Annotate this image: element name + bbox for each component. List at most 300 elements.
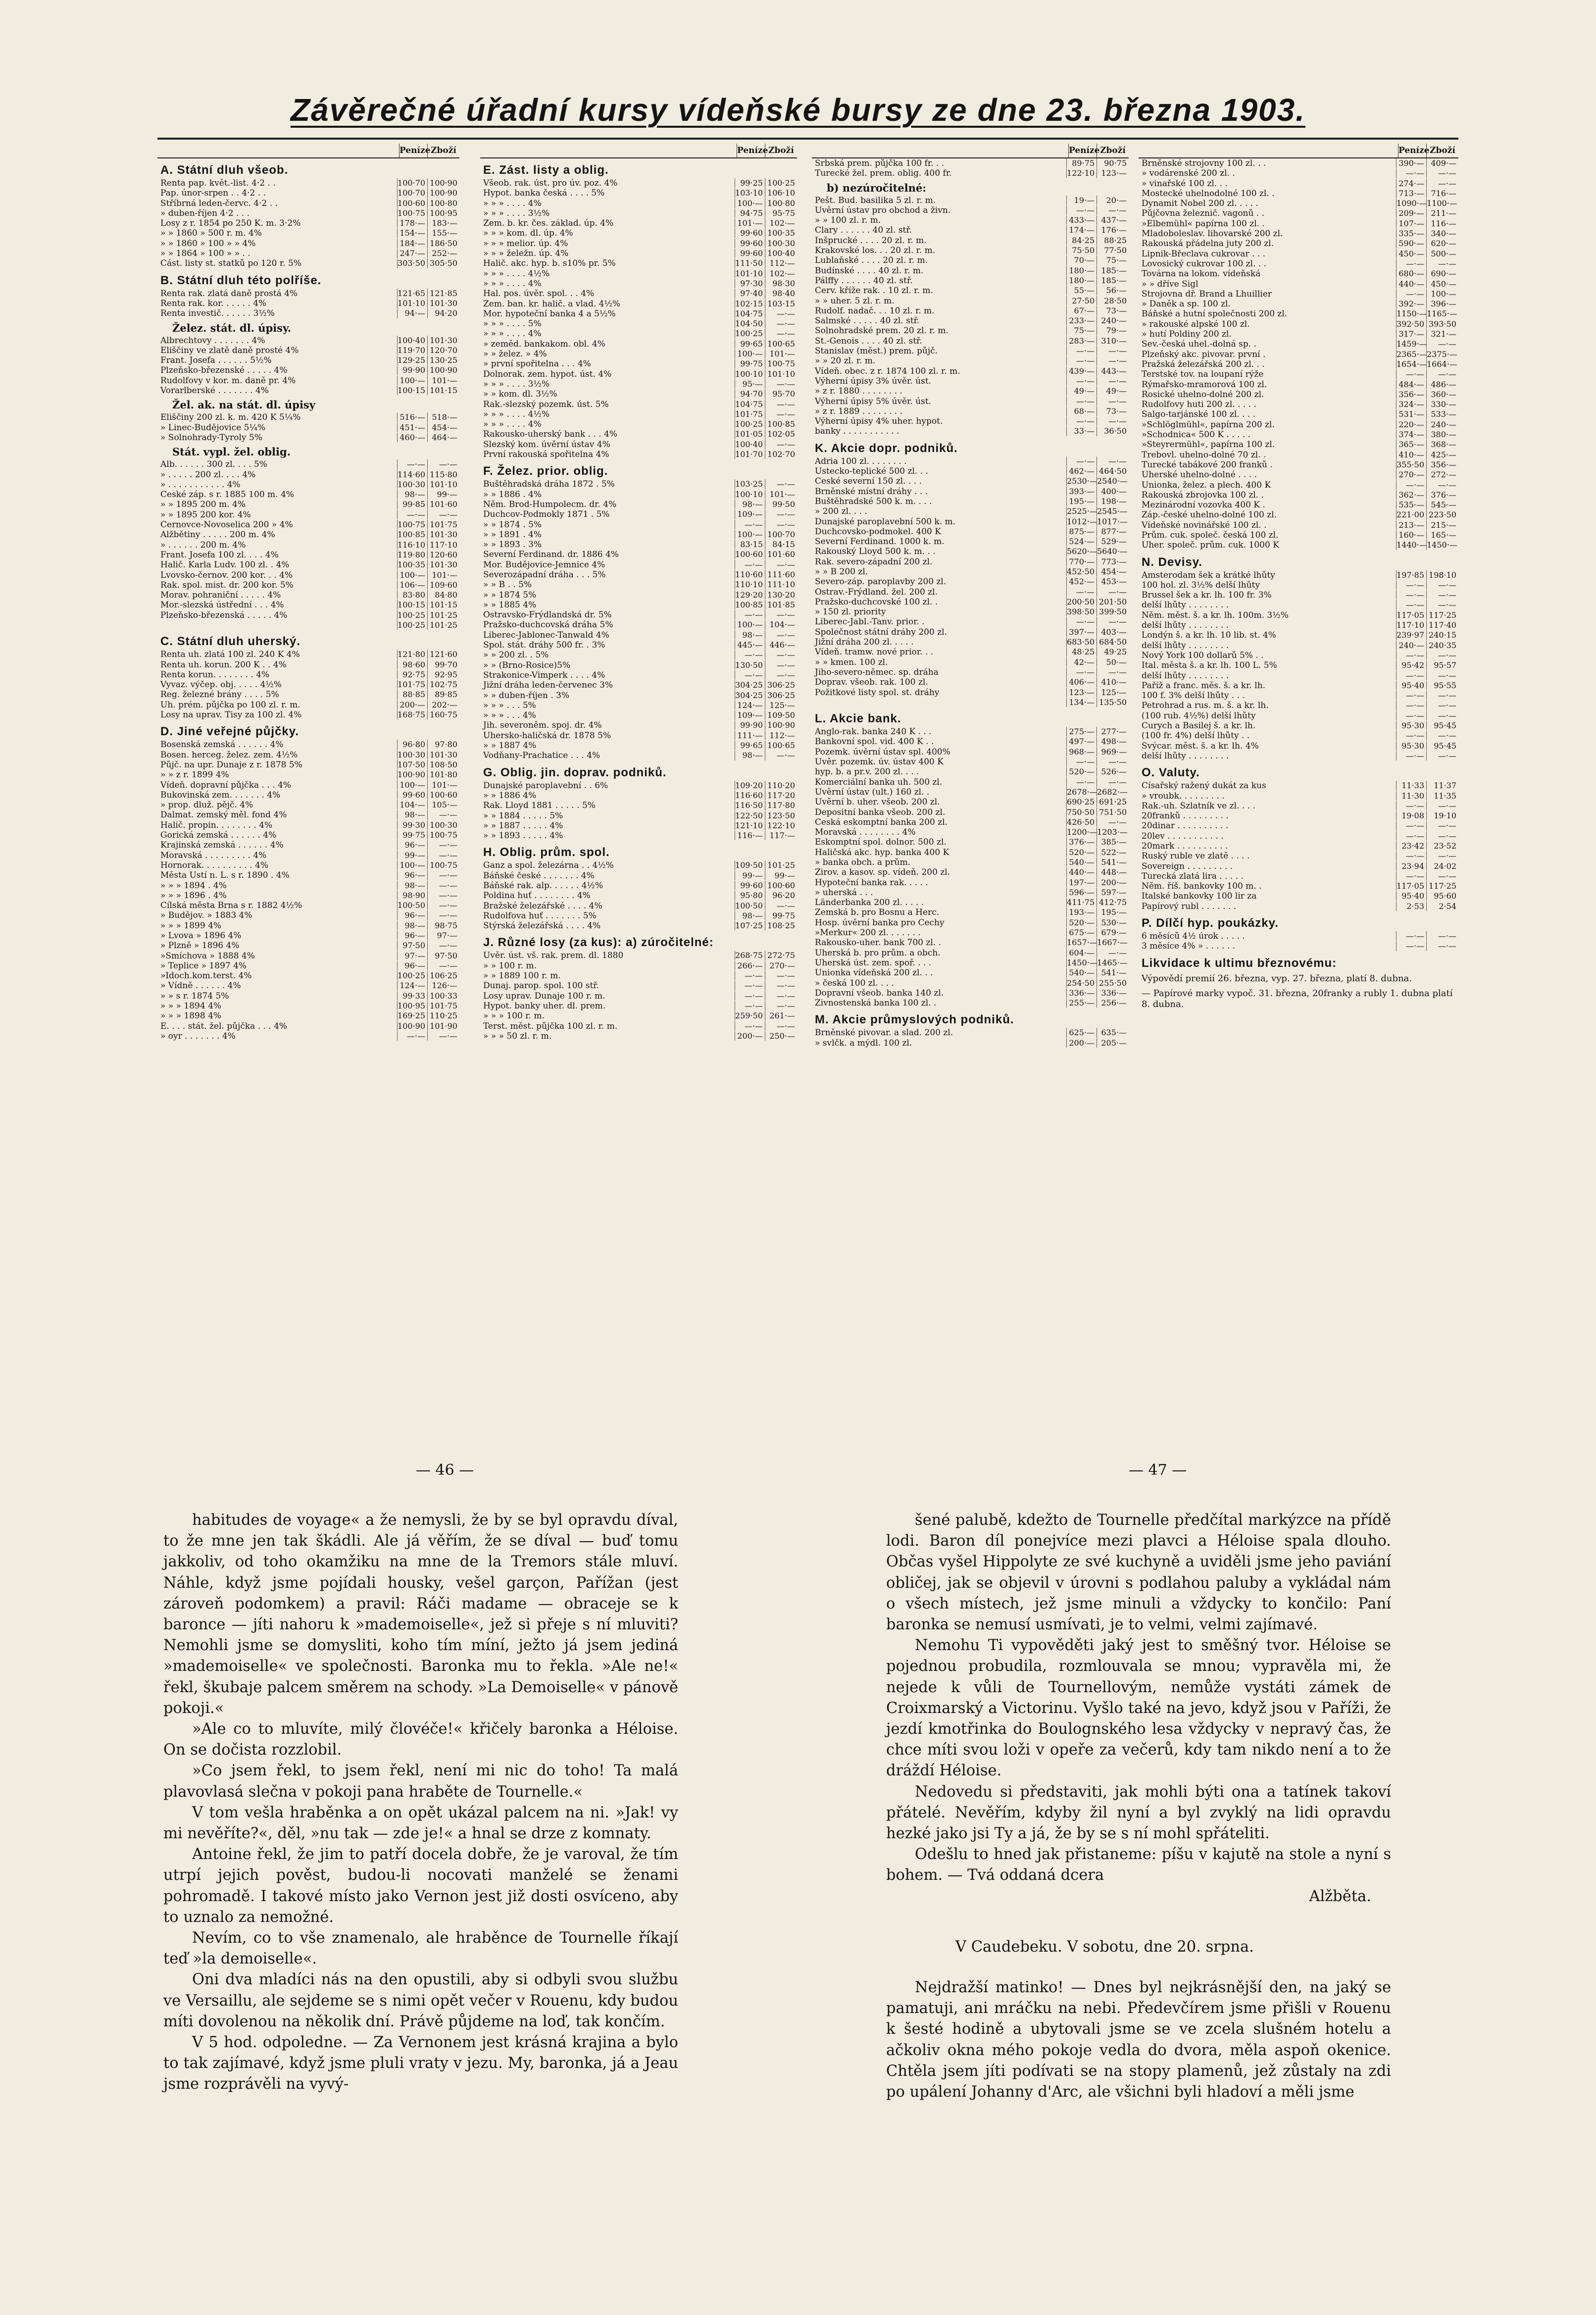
price-penize: —·— — [1396, 701, 1426, 710]
price-zbozi: 155·— — [427, 228, 459, 238]
price-penize: 99·— — [397, 851, 427, 860]
price-penize: 109·— — [735, 509, 765, 519]
security-name: » » 1886 4% — [483, 791, 537, 801]
table-row — [812, 807, 1129, 817]
table-row — [157, 346, 459, 355]
price-penize: 99·25 — [735, 178, 765, 188]
table-row — [812, 276, 1129, 286]
price-penize: 130·50 — [735, 660, 765, 670]
security-name: Stříbrná leden-červc. 4·2 . . — [160, 199, 278, 208]
table-row — [812, 158, 1129, 168]
price-zbozi: —·— — [1097, 346, 1129, 355]
security-name: Eskomptní spol. dolnor. 500 zl. — [815, 838, 947, 848]
security-name: Paříž a franc. měs. š. a kr. lh. — [1142, 681, 1266, 691]
table-row — [1139, 641, 1458, 651]
price-zbozi: —·— — [427, 910, 459, 920]
table-row — [1139, 219, 1458, 229]
security-name: » 200 zl. . . . — [815, 507, 867, 517]
security-name: Hosp. úvěrní banka pro Čechy — [815, 918, 945, 928]
table-row — [480, 670, 797, 680]
price-penize: 70·— — [1066, 255, 1097, 265]
price-zbozi: 215·— — [1426, 520, 1458, 530]
column-header — [157, 144, 459, 158]
security-name: » » » . . . . 5% — [483, 319, 542, 329]
price-zbozi: 95·57 — [1426, 660, 1458, 670]
price-zbozi: 969·— — [1097, 747, 1129, 756]
table-row — [480, 1011, 797, 1021]
table-row — [812, 196, 1129, 205]
table-row — [812, 296, 1129, 306]
table-row — [157, 891, 459, 901]
price-penize: —·— — [735, 1021, 765, 1031]
price-zbozi: —·— — [1426, 580, 1458, 590]
table-row — [1139, 520, 1458, 530]
price-penize: 100·85 — [735, 600, 765, 609]
security-name: » » 1874 . 5% — [483, 520, 542, 530]
table-row — [812, 386, 1129, 396]
price-penize: —·— — [1396, 931, 1426, 941]
table-row — [480, 299, 797, 309]
security-name: Půjčovna železnič. vagonů . . — [1142, 209, 1265, 219]
price-zbozi: 277·— — [1097, 727, 1129, 736]
security-name: E. . . . stát. žel. půjčka . . . 4% — [160, 1021, 288, 1031]
table-row — [157, 560, 459, 570]
price-zbozi: 95·70 — [765, 389, 797, 399]
price-penize: 213·— — [1396, 520, 1426, 530]
price-penize: 95·40 — [1396, 681, 1426, 690]
security-name: Petrohrad a rus. m. š. a kr. lh. — [1142, 701, 1269, 711]
table-row — [480, 590, 797, 600]
price-zbozi: 115·80 — [427, 470, 459, 479]
section-heading: C. Státní dluh uherský. — [160, 635, 301, 649]
price-zbozi: —·— — [1426, 691, 1458, 700]
price-penize: 121·10 — [735, 821, 765, 830]
security-name: » » 1884 . . . . . 5% — [483, 811, 563, 821]
price-zbozi: —·— — [1426, 168, 1458, 178]
security-name: » » 1885 4% — [483, 600, 537, 610]
table-row — [1139, 871, 1458, 881]
price-penize: 524·— — [1066, 537, 1097, 546]
price-penize: —·— — [1396, 871, 1426, 881]
price-zbozi: 1450·— — [1426, 540, 1458, 550]
table-row — [157, 239, 459, 249]
table-row — [480, 540, 797, 550]
security-name: Rak.-uh. Šzlatník ve zl. . . . — [1142, 801, 1255, 811]
price-zbozi: —·— — [1097, 397, 1129, 406]
table-row — [1139, 610, 1458, 620]
price-penize: 19·— — [1066, 196, 1097, 205]
price-zbozi: 99·75 — [765, 911, 797, 920]
table-row — [480, 440, 797, 450]
price-zbozi: 486·— — [1426, 380, 1458, 389]
security-name: Jižní dráha 200 zl. . . . . — [815, 638, 914, 648]
security-name: Dolnorak. zem. hypot. úst. 4% — [483, 369, 612, 379]
security-name: Srbská prem. půjčka 100 fr. . . — [815, 159, 945, 168]
security-name: Doprav. všeob. rak. 100 zl. — [815, 678, 928, 688]
security-name: Liberec-Jablonec-Tanwald 4% — [483, 630, 609, 640]
table-row — [1139, 380, 1458, 390]
price-zbozi: 19·10 — [1426, 811, 1458, 820]
price-zbozi: —·— — [765, 400, 797, 409]
price-penize: 197·85 — [1396, 570, 1426, 580]
security-name: » prop. dluž. pějč. 4% — [160, 801, 253, 810]
table-row — [480, 269, 797, 279]
security-name: Rakousko-uher. bank 700 zl. . — [815, 938, 941, 948]
note: — Papírové marky vypoč. 31. března, 20franky a rubly 1. dubna platí 8. dubna. — [1142, 988, 1453, 1009]
table-row — [157, 308, 459, 318]
table-row — [1139, 600, 1458, 610]
table-row — [480, 560, 797, 570]
security-name: Vídeňské novinářské 100 zl. . — [1142, 520, 1267, 530]
security-name: Černovce-Novoselica 200 » 4% — [160, 520, 293, 530]
security-name: delší lhůty . . . . . . . . — [1142, 671, 1229, 681]
table-row — [157, 660, 459, 670]
price-zbozi: 100·35 — [765, 228, 797, 238]
table-row — [157, 600, 459, 610]
table-row — [157, 921, 459, 931]
price-zbozi: 620·— — [1426, 239, 1458, 248]
table-row — [812, 657, 1129, 667]
security-name: Báňské rak. alp. . . . . . 4½% — [483, 881, 603, 891]
table-row — [812, 958, 1129, 968]
table-row — [480, 991, 797, 1001]
price-zbozi: 185·— — [1097, 276, 1129, 285]
price-penize: 374·— — [1396, 430, 1426, 439]
security-name: » Solnohrady-Tyroly 5% — [160, 433, 262, 443]
table-row — [812, 577, 1129, 587]
price-zbozi: 380·— — [1426, 430, 1458, 439]
security-name: Bražské železářské . . . . 4% — [483, 901, 602, 911]
table-row — [157, 680, 459, 690]
price-zbozi: 130·20 — [765, 590, 797, 600]
table-row — [157, 951, 459, 961]
price-penize: —·— — [1066, 587, 1097, 597]
price-penize: 397·— — [1066, 627, 1097, 637]
price-zbozi: —·— — [1097, 757, 1129, 766]
price-zbozi: 88·25 — [1097, 236, 1129, 245]
price-penize: 100·— — [397, 780, 427, 790]
security-name: Brněnské strojovny 100 zl. . . — [1142, 159, 1266, 168]
table-row — [480, 751, 797, 760]
security-name: »Schodnica« 500 K . . . . . — [1142, 430, 1251, 440]
price-penize: 392·— — [1396, 299, 1426, 308]
price-penize: 100·25 — [397, 971, 427, 980]
price-zbozi: 340·— — [1426, 229, 1458, 238]
table-row — [1139, 660, 1458, 670]
price-zbozi: 117·25 — [1426, 881, 1458, 891]
price-zbozi: 101·75 — [427, 1001, 459, 1010]
price-penize: 95·40 — [1396, 891, 1426, 901]
price-penize: 83·80 — [397, 590, 427, 600]
paragraph: Nedovedu si představiti, jak mohli býti ona a tatínek takoví přátelé. Nevěřím, kdyby žil nyní a byl zvyklý na lidi opravdu hezké jako jsi Ty a já, že by se s ní mohl spřáteliti. — [886, 1783, 1391, 1843]
table-row — [480, 961, 797, 971]
price-penize: 5620·— — [1067, 547, 1097, 556]
price-penize: 365·— — [1396, 440, 1426, 449]
price-zbozi: 109·60 — [427, 580, 459, 590]
price-zbozi: 11·37 — [1426, 781, 1458, 790]
price-zbozi: 104·— — [765, 620, 797, 629]
price-zbozi: 79·— — [1097, 326, 1129, 335]
price-penize: 101·70 — [735, 450, 765, 459]
paragraph: Antoine řekl, že jim to patří docela dobře, že je varoval, že tím utrpí jejich pověst, budou-li nocovati manželé se ženami pohromadě. I takové místo jako Vernon jest již dosti osvíceno, aby to uznalo za nemožné. — [163, 1846, 678, 1926]
price-penize: 97·30 — [735, 279, 765, 288]
security-name: Uherské uhelno-dolné . . . . — [1142, 470, 1257, 480]
price-zbozi: 101·25 — [765, 860, 797, 870]
price-penize: 254·50 — [1066, 978, 1097, 988]
price-zbozi: 250·— — [765, 1031, 797, 1041]
table-row — [480, 701, 797, 710]
paragraph: »Ale co to mluvíte, milý človéče!« křičely baronka a Héloise. On se dočista rozzlobil. — [163, 1720, 678, 1759]
price-penize: 100·90 — [397, 1021, 427, 1031]
security-name: » . . . . . 200 zl. . . . 4% — [160, 470, 256, 480]
security-name: » » B 200 zl. — [815, 567, 868, 577]
table-row — [812, 677, 1129, 687]
market-column-2 — [480, 144, 797, 1424]
price-zbozi: 2375·— — [1426, 350, 1458, 359]
table-row — [480, 720, 797, 730]
security-name: Úvěr. pozemk. úv. ústav 400 K — [815, 757, 944, 767]
paragraph: V tom vešla hraběnka a on opět ukázal palcem na ni. »Jak! vy mi nevěříte?«, děl, »nu tak — zde je!« a hnal se drze z komnaty. — [163, 1804, 678, 1843]
table-row — [1139, 490, 1458, 500]
table-row — [1139, 289, 1458, 299]
security-name: Něm. Brod-Humpolecm. dr. 4% — [483, 500, 617, 509]
price-zbozi: 360·— — [1426, 390, 1458, 399]
security-name: Losy z r. 1854 po 250 K. m. 3·2% — [160, 219, 301, 229]
security-name: Severozápadní dráha . . . 5% — [483, 570, 606, 580]
security-name: » » » . . . . 4% — [483, 199, 542, 208]
page-number-right: — 47 — — [1129, 1461, 1187, 1479]
price-zbozi: 109·50 — [765, 710, 797, 720]
price-penize: 100·75 — [397, 208, 427, 218]
table-row — [480, 881, 797, 891]
price-penize: —·— — [735, 1001, 765, 1010]
column-header — [1139, 144, 1458, 158]
table-row — [812, 667, 1129, 677]
table-row — [480, 620, 797, 630]
price-zbozi: 110·20 — [765, 781, 797, 790]
price-penize: 117·10 — [1396, 620, 1426, 630]
price-zbozi: 450·— — [1426, 279, 1458, 289]
price-penize: 98·— — [397, 881, 427, 890]
table-row — [480, 981, 797, 991]
table-row — [157, 750, 459, 760]
price-penize: —·— — [1396, 691, 1426, 700]
price-penize: 117·05 — [1396, 610, 1426, 620]
price-zbozi: —·— — [1097, 456, 1129, 466]
security-name: » oyr . . . . . . . 4% — [160, 1031, 236, 1041]
price-zbozi: —·— — [1426, 931, 1458, 941]
table-row — [157, 218, 459, 228]
table-row — [812, 336, 1129, 346]
table-row — [157, 941, 459, 951]
price-penize: 304·25 — [735, 680, 765, 690]
price-zbozi: 186·50 — [427, 239, 459, 248]
price-zbozi: 100·75 — [427, 860, 459, 870]
security-name: Budínské . . . . 40 zl. r. m. — [815, 266, 924, 276]
table-row — [812, 747, 1129, 757]
security-name: » » 200 zl. . 5% — [483, 651, 549, 660]
price-zbozi: —·— — [765, 650, 797, 659]
price-penize: 99·60 — [735, 249, 765, 258]
security-name: Zem. b. kr. čes. základ. úp. 4% — [483, 219, 614, 229]
price-penize: 104·— — [397, 800, 427, 809]
security-name: Mor. Budějovice-Jemnice 4% — [483, 560, 605, 570]
section-heading: D. Jiné veřejné půjčky. — [160, 725, 299, 739]
price-penize: 392·50 — [1396, 319, 1426, 329]
price-penize: 97·40 — [735, 289, 765, 298]
price-penize: 268·75 — [735, 951, 765, 960]
security-name: Renta uh. zlatá 100 zl. 240 K 4% — [160, 650, 300, 660]
price-zbozi: 117·80 — [765, 801, 797, 810]
price-zbozi: 94·20 — [427, 308, 459, 318]
price-penize: —·— — [735, 560, 765, 569]
price-penize: 98·— — [397, 490, 427, 499]
table-row — [157, 336, 459, 346]
price-penize: 303·50 — [397, 258, 427, 268]
security-name: » Plzně » 1896 4% — [160, 941, 240, 951]
security-name: Terstské tov. na loupaní rýže — [1142, 370, 1264, 380]
price-zbozi: 100·90 — [427, 178, 459, 188]
table-row — [480, 831, 797, 841]
security-name: hyp. b. a pr.v. 200 zl. . . . — [815, 767, 919, 777]
price-penize: 98·— — [735, 630, 765, 640]
price-penize: 193·— — [1066, 907, 1097, 917]
price-penize: 98·— — [735, 751, 765, 760]
table-row — [1139, 269, 1458, 279]
price-penize: 134·— — [1066, 698, 1097, 707]
price-penize: 100·10 — [735, 369, 765, 379]
price-zbozi: 95·55 — [1426, 681, 1458, 690]
table-row — [480, 429, 797, 439]
price-zbozi: —·— — [1426, 179, 1458, 188]
price-zbozi: 49·— — [1097, 386, 1129, 396]
price-zbozi: —·— — [427, 810, 459, 819]
price-zbozi: 90·75 — [1097, 158, 1129, 168]
price-penize: —·— — [1066, 667, 1097, 677]
table-row — [812, 978, 1129, 988]
table-row — [157, 208, 459, 218]
table-row — [480, 901, 797, 911]
security-name: Výherní úpisy 5% úvěr. úst. — [815, 397, 932, 406]
table-row — [812, 907, 1129, 917]
price-penize: 200·50 — [1066, 597, 1097, 606]
price-penize: —·— — [1066, 376, 1097, 386]
table-row — [480, 509, 797, 519]
security-name: » . . . . . . . . . . . 4% — [160, 480, 241, 490]
price-penize: 750·50 — [1066, 807, 1097, 817]
security-name: » » » kom. dl. úp. 4% — [483, 229, 573, 239]
price-zbozi: 77·50 — [1097, 246, 1129, 255]
price-zbozi: 101·25 — [427, 620, 459, 630]
price-penize: 100·40 — [735, 440, 765, 449]
table-row — [812, 968, 1129, 978]
security-name: Strakonice-Vimperk . . . . 4% — [483, 670, 605, 680]
price-zbozi: 102·70 — [765, 450, 797, 459]
header-zbozi: Zboží — [427, 144, 459, 157]
price-zbozi: —·— — [765, 309, 797, 318]
price-penize: 100·60 — [397, 199, 427, 208]
price-zbozi: 101·30 — [427, 299, 459, 308]
price-penize: 99·75 — [735, 359, 765, 368]
price-zbozi: 95·75 — [765, 208, 797, 218]
table-row — [480, 951, 797, 960]
price-zbozi: 1465·— — [1097, 958, 1129, 967]
price-zbozi: 684·50 — [1097, 637, 1129, 647]
price-penize: —·— — [1396, 600, 1426, 609]
security-name: » » 100 zl. r. m. — [815, 216, 881, 226]
table-row — [157, 520, 459, 530]
price-zbozi: 36·50 — [1097, 426, 1129, 436]
security-name: » Linec-Budějovice 5¼% — [160, 423, 266, 433]
price-penize: 275·— — [1066, 727, 1097, 736]
price-penize: 104·50 — [735, 319, 765, 328]
security-name: » » » 1899 4% — [160, 921, 222, 931]
table-row — [1139, 239, 1458, 249]
price-zbozi: 100·90 — [765, 720, 797, 730]
security-name: Lipnik-Břeclava cukrovar . . . — [1142, 249, 1266, 259]
price-penize: 680·— — [1396, 269, 1426, 278]
security-name: Hypot. banky uher. dl. prem. — [483, 1001, 606, 1011]
price-zbozi: 135·50 — [1097, 698, 1129, 707]
table-row — [480, 530, 797, 540]
price-penize: 100·40 — [397, 336, 427, 345]
table-row — [157, 178, 459, 188]
price-penize: 100·— — [735, 199, 765, 208]
price-zbozi: 183·— — [427, 218, 459, 228]
price-zbozi: —·— — [765, 379, 797, 389]
security-name: Salmské . . . . . 40 zl. stř. — [815, 316, 920, 326]
security-name: Dunajské paroplavební . . 6% — [483, 781, 608, 791]
table-row — [480, 781, 797, 791]
table-row — [157, 670, 459, 680]
price-penize: —·— — [1396, 369, 1426, 379]
section-heading: N. Devisy. — [1142, 555, 1202, 569]
security-name: Duchcov-Podmokly 1871 . 5% — [483, 510, 610, 520]
security-name: » » » 50 zl. r. m. — [483, 1031, 552, 1041]
table-row — [1139, 299, 1458, 309]
security-name: Rak. spol. mist. dr. 200 kor. 5% — [160, 580, 294, 590]
security-name: » » 1887 . . . . . 4% — [483, 821, 563, 831]
price-penize: 110·10 — [735, 580, 765, 589]
table-row — [1139, 620, 1458, 630]
security-name: » » » . . . . 4½% — [483, 409, 550, 419]
security-name: Alžbětiny . . . . . 200 m. 4% — [160, 530, 275, 540]
table-row — [1139, 831, 1458, 841]
price-penize: 99·65 — [735, 741, 765, 750]
price-penize: 209·— — [1396, 208, 1426, 218]
price-penize: 2678·— — [1067, 787, 1097, 797]
security-name: 20franků . . . . . . . . . — [1142, 811, 1229, 821]
security-name: Renta korun. . . . . . . . 4% — [160, 670, 270, 680]
price-penize: 95·— — [735, 379, 765, 389]
price-zbozi: 96·20 — [765, 891, 797, 900]
price-penize: —·— — [735, 650, 765, 659]
price-penize: 116·10 — [397, 540, 427, 550]
security-name: Pešt. Bud. basilika 5 zl. r. m. — [815, 196, 936, 205]
price-zbozi: 211·— — [1426, 208, 1458, 218]
price-zbozi: 176·— — [1097, 225, 1129, 235]
price-zbozi: 99·70 — [427, 660, 459, 669]
security-name: Záp.-české uhelno-dolné 100 zl. — [1142, 510, 1277, 520]
security-name: » Vídně . . . . . . 4% — [160, 981, 241, 991]
security-name: Jižní dráha leden-červenec 3% — [483, 681, 613, 691]
price-zbozi: 112·— — [765, 258, 797, 268]
security-name: Uhersko-haličská dr. 1878 5% — [483, 731, 611, 741]
section-heading: Žel. ak. na stát. dl. úpisy — [172, 399, 315, 411]
price-zbozi: —·— — [1426, 941, 1458, 951]
price-penize: 83·15 — [735, 540, 765, 549]
price-zbozi: 95·45 — [1426, 721, 1458, 730]
